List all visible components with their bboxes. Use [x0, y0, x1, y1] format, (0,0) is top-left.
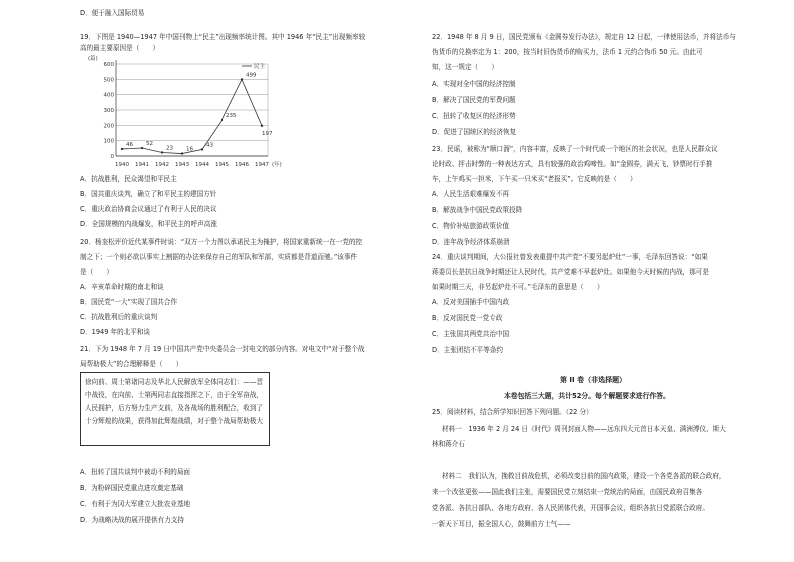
q20-stem-line1: 20．杨奎松评价近代某事件时说：“双方一个力图以承诺民主为掩护，将国家重新统一在一党的控 [80, 238, 363, 246]
q22-option-a: A．实现对全中国的经济控制 [432, 80, 516, 88]
data-label: 235 [226, 112, 237, 119]
y-tick-label: 100 [103, 138, 114, 145]
q23-option-a: A．人民生活艰难爆发不再 [432, 190, 510, 198]
q20-option-b: B．国民党“一大”实现了国共合作 [80, 298, 178, 306]
data-label: 16 [186, 146, 193, 153]
q23-stem-line1: 23．民谣，被称为“顺口溜”，内容丰富，反映了一个时代或一个地区的社会状况，也是人民群众议 [432, 145, 718, 153]
q21-option-a: A．扭转了国共谈判中被动不利的局面 [80, 468, 191, 476]
y-tick-label: 200 [103, 123, 114, 130]
y-tick-label: 0 [110, 154, 114, 160]
q22-stem-line1: 22．1948 年 8 月 9 日，国民党颁布《金圆券发行办法》，规定自 12 日起，一律使用法币，并将法币与 [432, 33, 736, 41]
q20-stem-line2: 制之下；一个则必欲以事实上割据的办法来保存自己的军队和军部，实质都是背道而驰。”该事件 [80, 253, 358, 261]
q20-stem-line3: 是（ ） [80, 268, 113, 276]
series-line-minzhu [122, 79, 262, 153]
material1-line1: 材料一 1936 年 2 月 24 日《时代》周刊封面人物——远东四大元首日本天皇、满洲溥仪、斯大 [442, 425, 726, 433]
data-point [201, 148, 203, 150]
q19-option-c: C．重庆政治协商会议通过了有利于人民的决议 [80, 205, 217, 213]
data-label: 52 [146, 141, 153, 148]
x-tick-label: 1942 [155, 162, 169, 168]
data-point [181, 152, 183, 154]
q23-option-d: D．连年战争经济体系崩溃 [432, 238, 510, 246]
y-axis-label: (篇) [88, 56, 98, 62]
q24-stem-line2: 蒋委员长是抗日战争时期还让人民时代，共产党难不早起炉灶。如果他今天时候的内战，那可是 [432, 268, 709, 276]
previous-option-d: D．便于融入国际贸易 [80, 9, 145, 17]
q19-option-d: D．全国规模的内战爆发，和平民主的呼声高涨 [80, 220, 217, 228]
q23-stem-line3: 车，上午鸡买一担米，下午买一只米买“老报买”。它反映的是（ ） [432, 175, 637, 183]
x-tick-label: 1946 [235, 162, 249, 168]
q23-option-c: C．物价补贴旅游政策价值 [432, 222, 510, 230]
x-tick-label: 1941 [135, 162, 149, 168]
q24-option-a: A．反对美国插手中国内政 [432, 298, 510, 306]
part2-subtitle: 本卷包括三大题，共计52分。每个解题要求进行作答。 [504, 392, 670, 400]
q22-stem-line3: 知，这一规定（ ） [432, 63, 498, 71]
q24-stem-line1: 24．重庆谈判期间，大公报社曾发表重提中共产党“不要另起炉灶”一事，毛泽东回答说：“如果 [432, 253, 708, 261]
q22-option-d: D．促进了国统区的经济恢复 [432, 128, 517, 136]
material2-line4: 一新天下耳目，振全国人心，鼓舞前方士气—— [432, 520, 571, 528]
q24-option-b: B．反对国民党一党专政 [432, 314, 503, 322]
part2-title: 第 II 卷（非选择题） [560, 376, 627, 384]
q19-option-a: A．抗战胜利，民众渴望和平民主 [80, 175, 177, 183]
data-label: 23 [166, 145, 173, 152]
material2-line3: 党各派、各抗日部队、各地方政府、各人民团体代表，开国事会议，组织各抗日党派联合政府。 [432, 504, 709, 512]
y-tick-label: 600 [103, 62, 114, 68]
x-tick-label: 1947 [255, 162, 269, 168]
q19-stem-line1: 19．下图是 1940—1947 年中国刊物上“民主”出现频率统计图。其中 1946 年“民主”出现频率较 [80, 33, 366, 41]
q19-stem-line2: 高的最主要原因是（ ） [80, 44, 160, 52]
data-point [161, 151, 163, 153]
material2-line2: 来一个改弦更张——国此我们主张，需要国民党立刻结束一党统治的局面，由国民政府召集各 [432, 488, 703, 496]
x-axis-label: (年) [272, 162, 282, 168]
y-tick-label: 500 [103, 77, 114, 84]
q24-option-c: C．主张国共两党共治中国 [432, 330, 510, 338]
x-tick-label: 1940 [115, 162, 129, 168]
q21-stem-line2: 局帮助极大”的合理解释是（ ） [80, 360, 183, 368]
q21-option-c: C．有利于为冈大军建立大批农业基地 [80, 500, 191, 508]
q22-stem-line2: 伪货币的兑换率定为 1：200，按当时旧伪货币的购买力，法币 1 元约合伪币 50 元。由此可 [432, 48, 703, 56]
q20-option-d: D．1949 年的北平和谈 [80, 328, 151, 336]
q23-option-b: B．解放战争中国民党政策投降 [432, 206, 523, 214]
data-label: 499 [246, 72, 257, 79]
q24-stem-line3: 如果时期三天，非另起炉灶不可。”毛泽东的意思是（ ） [432, 283, 604, 291]
data-label: 43 [206, 142, 213, 149]
material2-line1: 材料二 我们认为，挽救目前战危机，必须改变目前的国内政策，建设一个各党各派的联合政府， [442, 472, 726, 480]
q22-option-c: C．扭转了收复区的经济形势 [432, 112, 516, 120]
q25-stem: 25．阅读材料，结合所学知识回答下列问题。（22 分） [432, 408, 593, 416]
q23-stem-line2: 论时政、抨击时弊的一种表达方式，具有较强的政治鸡啼性。如“金圆券，满天飞，钞票时行手推 [432, 160, 713, 168]
q22-option-b: B．解决了国民党的军费问题 [432, 96, 516, 104]
data-point [141, 147, 143, 149]
y-tick-label: 400 [103, 92, 114, 99]
q21-option-d: D．为战略决战的展开提供有力支持 [80, 516, 184, 524]
data-label: 197 [262, 130, 273, 137]
data-point [241, 78, 243, 80]
data-point [261, 125, 263, 127]
q19-option-b: B．国共重庆谈判，确立了和平民主的建国方针 [80, 190, 217, 198]
y-tick-label: 300 [103, 108, 114, 114]
data-label: 46 [126, 141, 133, 148]
legend-label: 民主 [254, 64, 266, 70]
x-tick-label: 1943 [175, 162, 189, 168]
x-tick-label: 1945 [215, 162, 229, 168]
q24-option-d: D．主张团结不平等条约 [432, 346, 504, 354]
q20-option-c: C．抗战胜利后的重庆谈判 [80, 313, 158, 321]
material1-line2: 林和蒋介石 [432, 440, 465, 448]
q21-stem-line1: 21．下为 1948 年 7 月 19 日中国共产党中央委员会一封电文的部分内容。对电文中“对于整个战 [80, 345, 365, 353]
q21-option-b: B．为粉碎国民党重点进攻奠定基础 [80, 484, 184, 492]
x-tick-label: 1944 [195, 162, 209, 168]
data-point [121, 148, 123, 150]
data-point [221, 119, 223, 121]
q21-telegram-quote: 徐向前、周士第诸同志及华北人民解放军全体同志们：——晋中战役，在向前、士第两同志直接指挥之下，由于全军奋战，人民拥护，后方努力生产支前，及各战场的胜利配合，收到了十分辉煌的战果，获得加此辉煌战绩，对于整个战局帮助极大 [85, 378, 264, 425]
q19-frequency-chart [80, 52, 295, 172]
q21-telegram-quote-box [80, 372, 270, 446]
q20-option-a: A．辛亥革命时期的南北和谈 [80, 283, 164, 291]
